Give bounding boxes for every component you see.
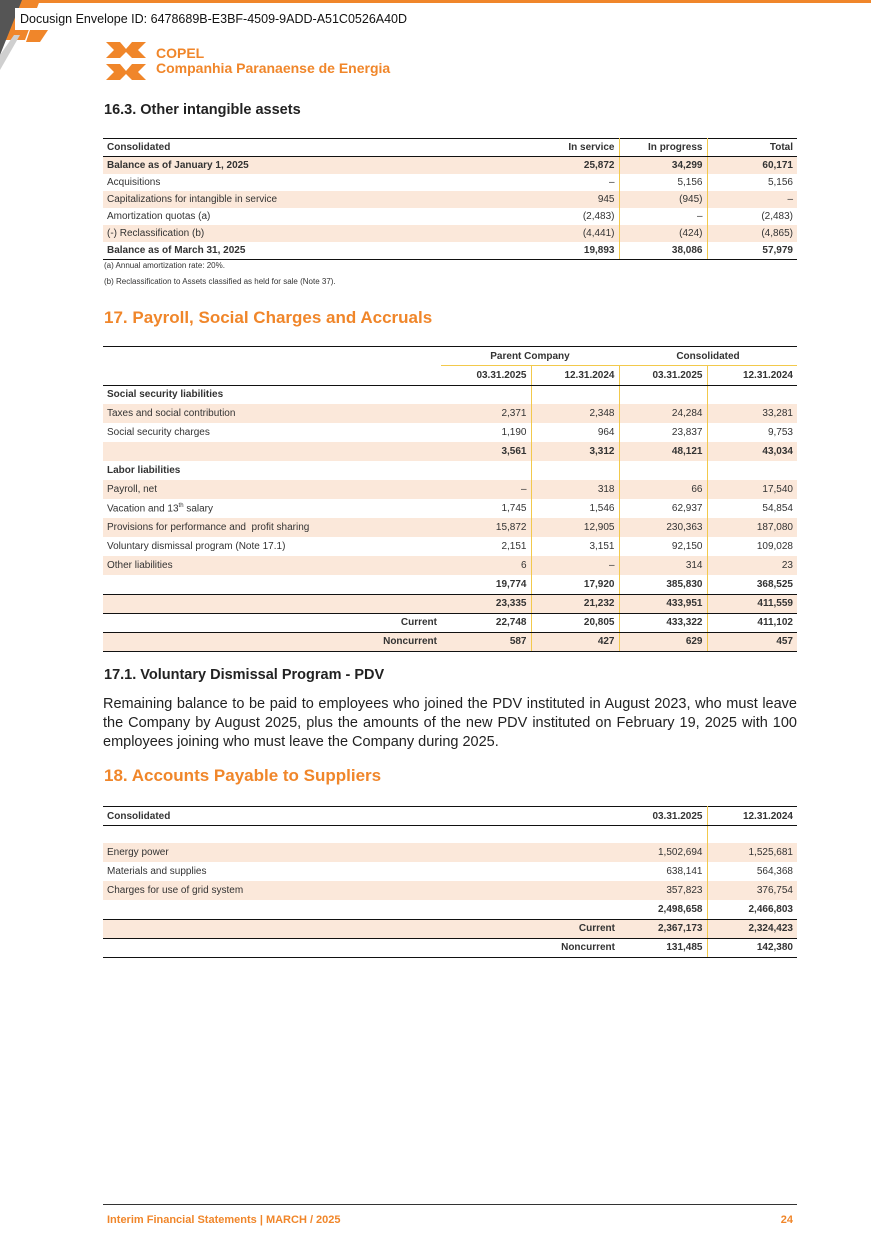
cell: 9,753: [767, 427, 793, 438]
cell: (945): [619, 191, 707, 208]
row-label: [103, 499, 441, 518]
cell: (4,865): [707, 225, 797, 242]
cell: 24,284: [619, 404, 707, 423]
cell: 945: [531, 191, 619, 208]
cell: [441, 385, 531, 404]
cell: 23,837: [619, 423, 707, 442]
row-label: [103, 900, 619, 919]
table-row: [103, 843, 797, 862]
table-row: [103, 461, 797, 480]
row-label: [103, 575, 441, 594]
cell: (424): [619, 225, 707, 242]
cell: 187,080: [707, 518, 797, 537]
row-label: Taxes and social contribution: [103, 404, 441, 423]
section-17-title: 17. Payroll, Social Charges and Accruals: [104, 308, 433, 327]
table-row: [103, 404, 797, 423]
cell: 433,322: [619, 613, 707, 632]
accounts-payable-table: [103, 806, 797, 958]
cell: 638,141: [619, 862, 707, 881]
brand-full-name: Companhia Paranaense de Energia: [156, 60, 391, 76]
cell: 19,893: [531, 242, 619, 260]
header-date: 03.31.2025: [441, 366, 531, 386]
row-label: Capitalizations for intangible in service: [103, 191, 531, 208]
cell: [707, 461, 797, 480]
cell: 3,312: [531, 442, 619, 461]
header-total: Total: [707, 139, 797, 157]
copel-logo: [104, 40, 390, 82]
current-row: [103, 919, 797, 938]
row-label: Other liabilities: [103, 556, 441, 575]
table-row: [103, 480, 797, 499]
subtotal-row: [103, 575, 797, 594]
cell: 22,748: [441, 613, 531, 632]
table-header-row: [103, 807, 797, 826]
cell: 411,559: [707, 594, 797, 613]
cell: 57,979: [707, 242, 797, 260]
table-row: [103, 499, 797, 518]
footer-divider: [103, 1204, 797, 1205]
other-intangible-assets-table: [103, 138, 797, 260]
cell: 3,561: [441, 442, 531, 461]
cell: 17,920: [531, 575, 619, 594]
cell: 60,171: [707, 157, 797, 175]
cell: [707, 385, 797, 404]
spacer: [707, 826, 797, 844]
top-accent-bar: [0, 0, 871, 3]
table-row: [103, 191, 797, 208]
footer-title: Interim Financial Statements | MARCH / 2025: [107, 1214, 341, 1226]
cell: 427: [531, 632, 619, 651]
table-row: [103, 242, 797, 260]
table-row: [103, 208, 797, 225]
header-consolidated: Consolidated: [619, 347, 797, 366]
cell: 357,823: [619, 881, 707, 900]
cell: (4,441): [531, 225, 619, 242]
header-parent-company: Parent Company: [441, 347, 619, 366]
cell: [531, 385, 619, 404]
row-label: Voluntary dismissal program (Note 17.1): [107, 541, 286, 552]
row-label: Energy power: [103, 843, 619, 862]
row-label: Noncurrent: [103, 938, 619, 957]
row-label: Current: [103, 613, 441, 632]
row-label: [103, 594, 441, 613]
cell: 314: [619, 556, 707, 575]
label-text: Vacation and 13: [107, 503, 179, 515]
label-text: salary: [183, 503, 214, 515]
cell: –: [707, 191, 797, 208]
cell: 1,502,694: [619, 843, 707, 862]
row-label: Labor liabilities: [107, 465, 181, 476]
cell: 230,363: [619, 518, 707, 537]
table-row: [103, 537, 797, 556]
row-label: Balance as of January 1, 2025: [103, 157, 531, 175]
cell: 368,525: [707, 575, 797, 594]
cell: 2,324,423: [707, 919, 797, 938]
spacer: [619, 826, 707, 844]
cell: –: [531, 174, 619, 191]
cell: 34,299: [619, 157, 707, 175]
cell: (2,483): [531, 208, 619, 225]
table-row: [103, 225, 797, 242]
row-label: Acquisitions: [107, 177, 161, 188]
cell: 2,151: [441, 537, 531, 556]
cell: 12,905: [531, 518, 619, 537]
cell: 54,854: [762, 503, 793, 514]
copel-logo-icon: [104, 40, 148, 82]
header-in-progress: In progress: [619, 139, 707, 157]
cell: 433,951: [619, 594, 707, 613]
cell: 66: [619, 480, 707, 499]
table-row: [103, 881, 797, 900]
table-row: [103, 157, 797, 175]
cell: 3,151: [531, 537, 619, 556]
cell: 2,371: [441, 404, 531, 423]
cell: 33,281: [707, 404, 797, 423]
cell: 2,367,173: [619, 919, 707, 938]
date-header-row: [103, 366, 797, 386]
row-label: Social security liabilities: [107, 389, 224, 401]
spacer-row: [103, 826, 797, 844]
cell: [619, 385, 707, 404]
cell: 411,102: [707, 613, 797, 632]
cell: 629: [619, 632, 707, 651]
row-label: Balance as of March 31, 2025: [103, 242, 531, 260]
cell: 6: [441, 556, 531, 575]
cell: 15,872: [441, 518, 531, 537]
table-row: [103, 518, 797, 537]
row-label: Social security charges: [107, 427, 210, 438]
group-header-row: [103, 347, 797, 366]
cell: 43,034: [707, 442, 797, 461]
cell: 376,754: [707, 881, 797, 900]
cell: 131,485: [619, 938, 707, 957]
cell: (2,483): [761, 211, 793, 222]
table-row: [103, 862, 797, 881]
cell: 2,498,658: [619, 900, 707, 919]
cell: 1,525,681: [707, 843, 797, 862]
header-date: 03.31.2025: [619, 366, 707, 386]
current-row: [103, 613, 797, 632]
cell: 1,745: [441, 499, 531, 518]
label-sup: th: [178, 502, 184, 509]
cell: 48,121: [619, 442, 707, 461]
section-18-title: 18. Accounts Payable to Suppliers: [104, 766, 382, 785]
docusign-envelope-id: Docusign Envelope ID: 6478689B-E3BF-4509-9ADD-A51C0526A40D: [15, 8, 412, 30]
row-label: [103, 442, 441, 461]
cell: 5,156: [767, 177, 793, 188]
cell: 318: [531, 480, 619, 499]
header-consolidated: Consolidated: [103, 807, 619, 826]
cell: [619, 461, 707, 480]
cell: 25,872: [531, 157, 619, 175]
page-number: 24: [780, 1214, 793, 1226]
cell: 1,546: [531, 499, 619, 518]
cell: 1,190: [441, 423, 531, 442]
total-row: [103, 594, 797, 613]
cell: 587: [441, 632, 531, 651]
spacer: [103, 366, 441, 386]
cell: 23: [707, 556, 797, 575]
cell: 23,335: [441, 594, 531, 613]
cell: 17,540: [707, 480, 797, 499]
pdv-paragraph: Remaining balance to be paid to employees who joined the PDV instituted in August 2023, who must leave the Company by August 2025, plus the amounts of the new PDV instituted on February 19, 2025 with 100 employees joining who must leave the Company during 2025.: [103, 696, 797, 750]
row-label: Amortization quotas (a): [107, 211, 211, 222]
cell: 62,937: [619, 499, 707, 518]
row-label: Charges for use of grid system: [103, 881, 619, 900]
header-date: 12.31.2024: [707, 366, 797, 386]
cell: –: [619, 208, 707, 225]
cell: [531, 461, 619, 480]
cell: 20,805: [531, 613, 619, 632]
cell: 92,150: [619, 537, 707, 556]
noncurrent-row: [103, 938, 797, 957]
spacer: [103, 347, 441, 366]
section-16-3-title: 16.3. Other intangible assets: [104, 102, 301, 118]
cell: 21,232: [531, 594, 619, 613]
subtotal-row: [103, 442, 797, 461]
cell: 457: [707, 632, 797, 651]
cell: –: [531, 556, 619, 575]
cell: 19,774: [441, 575, 531, 594]
cell: 5,156: [619, 174, 707, 191]
cell: 385,830: [619, 575, 707, 594]
footnote-a: (a) Annual amortization rate: 20%.: [104, 261, 225, 270]
cell: 564,368: [756, 866, 793, 877]
header-date: 03.31.2025: [619, 807, 707, 826]
header-consolidated: Consolidated: [103, 139, 531, 157]
cell: 38,086: [619, 242, 707, 260]
header-date: 12.31.2024: [531, 366, 619, 386]
row-label: Materials and supplies: [107, 866, 207, 877]
row-label: (-) Reclassification (b): [103, 225, 531, 242]
footnote-b: (b) Reclassification to Assets classified as held for sale (Note 37).: [104, 277, 336, 286]
header-date: 12.31.2024: [707, 807, 797, 826]
cell: 109,028: [756, 541, 793, 552]
total-row: [103, 900, 797, 919]
spacer: [103, 826, 619, 844]
header-in-service: In service: [531, 139, 619, 157]
payroll-table: [103, 346, 797, 652]
table-row: [103, 174, 797, 191]
cell: 964: [531, 423, 619, 442]
cell: 2,466,803: [707, 900, 797, 919]
cell: 142,380: [707, 938, 797, 957]
row-label: Payroll, net: [103, 480, 441, 499]
table-row: [103, 385, 797, 404]
section-17-1-title: 17.1. Voluntary Dismissal Program - PDV: [104, 667, 385, 683]
table-header-row: [103, 139, 797, 157]
table-row: [103, 556, 797, 575]
row-label: Provisions for performance and profit sharing: [103, 518, 441, 537]
row-label: Noncurrent: [103, 632, 441, 651]
cell: [441, 461, 531, 480]
cell: 2,348: [531, 404, 619, 423]
table-row: [103, 423, 797, 442]
cell: –: [441, 480, 531, 499]
brand-name: COPEL: [156, 45, 205, 61]
row-label: Current: [103, 919, 619, 938]
noncurrent-row: [103, 632, 797, 651]
